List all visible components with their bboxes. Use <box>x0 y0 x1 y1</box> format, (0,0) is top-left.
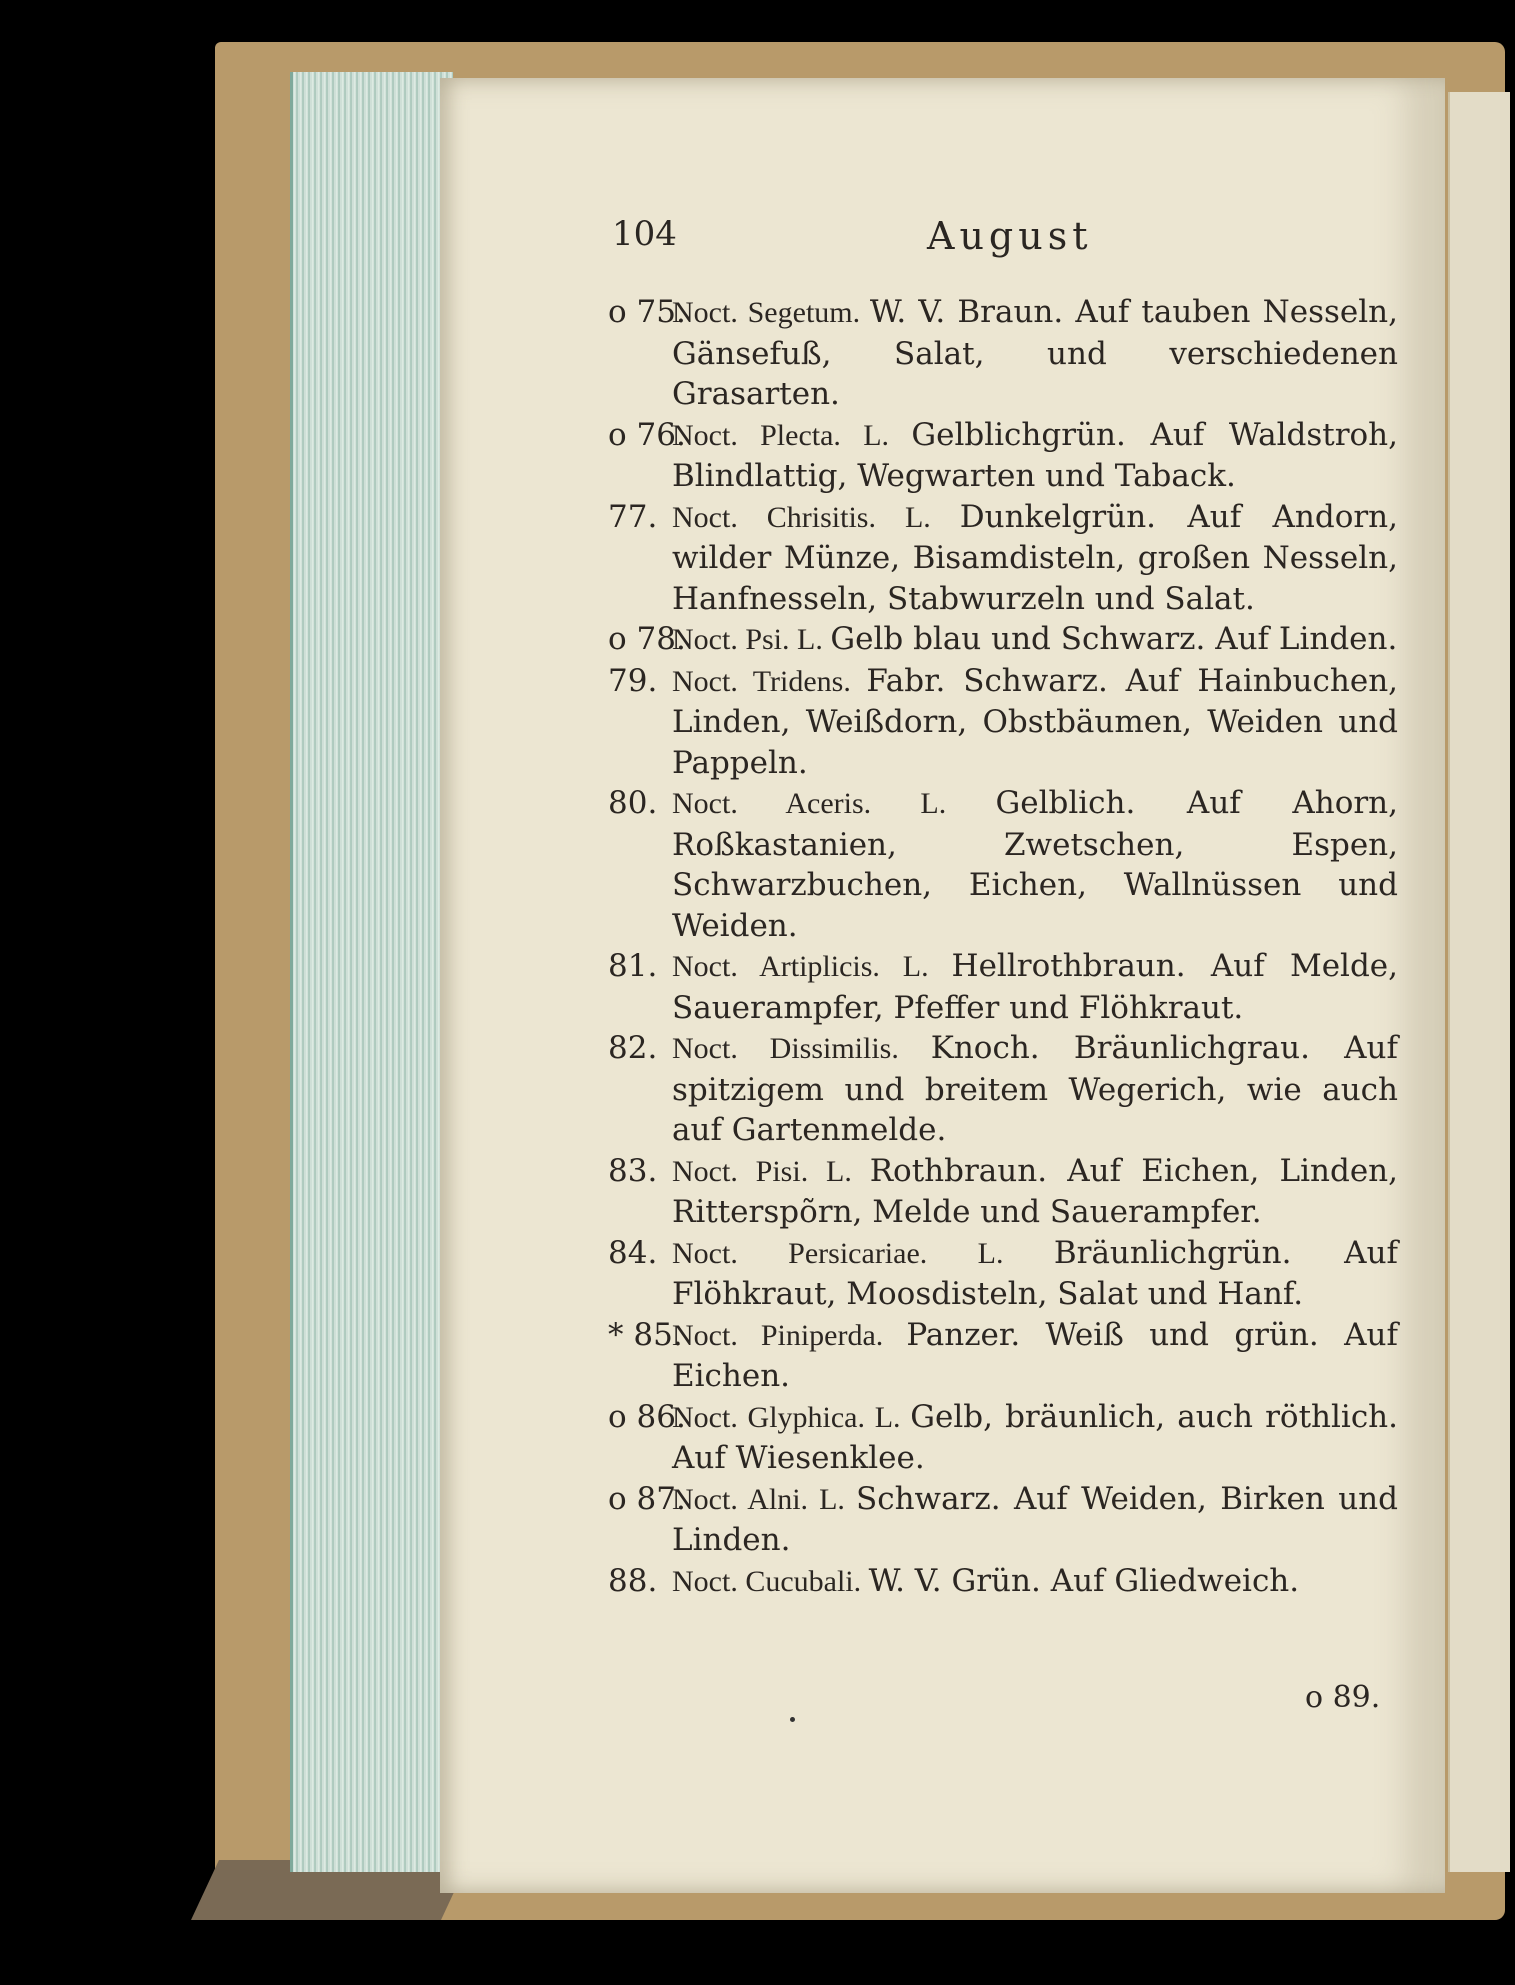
list-item <box>608 1561 1398 1603</box>
entry-latin-name: Noct. Aceris. L. <box>672 787 996 820</box>
entry-number: o 76. <box>608 416 686 453</box>
entry-description: Panzer. Weiß und grün. Auf Eichen. <box>672 1316 1398 1394</box>
entry-description: Gelblich. Auf Ahorn, Roßkastanien, Zwetschen, Espen, Schwarzbuchen, Eichen, Wallnüssen und Weiden. <box>672 785 1398 944</box>
entry-number: 83. <box>608 1152 658 1189</box>
entry-description: Gelb, bräunlich, auch röthlich. Auf Wiesenklee. <box>672 1398 1399 1476</box>
entry-number: o 86. <box>608 1398 686 1435</box>
entry-latin-name: Noct. Chrisitis. L. <box>672 500 960 534</box>
entry-latin-name: Noct. Piniperda. <box>672 1318 907 1352</box>
entry-description: Fabr. Schwarz. Auf Hainbuchen, Linden, Weißdorn, Obstbäumen, Weiden und Pappeln. <box>672 662 1399 781</box>
list-item <box>608 1397 1398 1479</box>
entry-description: Gelblichgrün. Auf Waldstroh, Blindlattig, Wegwarten und Taback. <box>672 416 1398 494</box>
entry-number: o 75. <box>608 294 686 330</box>
list-item <box>608 292 1398 415</box>
facing-page-edge <box>1448 92 1510 1872</box>
entry-description: W. V. Braun. Auf tauben Nesseln, Gänsefuß, Salat, und verschiedenen Grasarten. <box>672 294 1398 412</box>
entry-number: 81. <box>608 948 658 984</box>
entry-number: 88. <box>608 1562 658 1599</box>
entry-latin-name: Noct. Segetum. <box>672 296 870 329</box>
entry-description: Hellrothbraun. Auf Melde, Sauerampfer, Pfeffer und Flöhkraut. <box>672 948 1398 1026</box>
list-item <box>608 497 1398 620</box>
entry-latin-name: Noct. Tridens. <box>672 664 867 698</box>
list-item <box>608 946 1398 1028</box>
list-item <box>608 661 1398 784</box>
species-list <box>608 292 1398 1602</box>
entry-description: Bräunlichgrün. Auf Flöhkraut, Moosdisteln, Salat und Hanf. <box>672 1234 1399 1312</box>
catchword: o 89. <box>1305 1680 1381 1715</box>
entry-description: Knoch. Bräunlichgrau. Auf spitzigem und breitem Wegerich, wie auch auf Gartenmelde. <box>672 1030 1398 1148</box>
entry-description: Schwarz. Auf Weiden, Birken und Linden. <box>672 1480 1398 1558</box>
entry-number: 82. <box>608 1030 658 1066</box>
list-item <box>608 1479 1398 1561</box>
page-header <box>612 214 1392 274</box>
entry-number: o 78. <box>608 621 686 657</box>
entry-latin-name: Noct. Plecta. L. <box>672 418 912 452</box>
list-item <box>608 1151 1398 1233</box>
list-item <box>608 415 1398 497</box>
entry-latin-name: Noct. Psi. L. <box>672 623 831 656</box>
entry-description: Dunkelgrün. Auf Andorn, wilder Münze, Bisamdisteln, großen Nesseln, Hanfnesseln, Stabwurzeln und Salat. <box>672 498 1398 617</box>
entry-latin-name: Noct. Cucubali. <box>672 1564 869 1598</box>
page-edges <box>290 72 453 1872</box>
entry-latin-name: Noct. Alni. L. <box>672 1482 856 1516</box>
list-item <box>608 1028 1398 1151</box>
entry-number: 79. <box>608 662 658 699</box>
entry-latin-name: Noct. Persicariae. L. <box>672 1236 1054 1270</box>
page-number: 104 <box>612 214 677 254</box>
entry-description: W. V. Grün. Auf Gliedweich. <box>868 1562 1300 1599</box>
running-title: August <box>927 214 1093 258</box>
list-item <box>608 1315 1398 1397</box>
entry-number: 84. <box>608 1234 658 1271</box>
list-item <box>608 619 1398 661</box>
entry-number: 77. <box>608 498 658 535</box>
entry-description: Gelb blau und Schwarz. Auf Linden. <box>830 621 1398 657</box>
entry-latin-name: Noct. Glyphica. L. <box>672 1400 911 1434</box>
list-item <box>608 1233 1398 1315</box>
entry-latin-name: Noct. Pisi. L. <box>672 1154 870 1188</box>
entry-latin-name: Noct. Dissimilis. <box>672 1032 931 1065</box>
entry-number: o 87. <box>608 1480 686 1517</box>
entry-latin-name: Noct. Artiplicis. L. <box>672 950 952 983</box>
entry-number: 80. <box>608 785 658 821</box>
entry-number: * 85. <box>608 1316 683 1353</box>
ink-speck <box>790 1717 795 1722</box>
entry-description: Rothbraun. Auf Eichen, Linden, Ritterspõrn, Melde und Sauerampfer. <box>672 1152 1398 1230</box>
list-item <box>608 783 1398 946</box>
